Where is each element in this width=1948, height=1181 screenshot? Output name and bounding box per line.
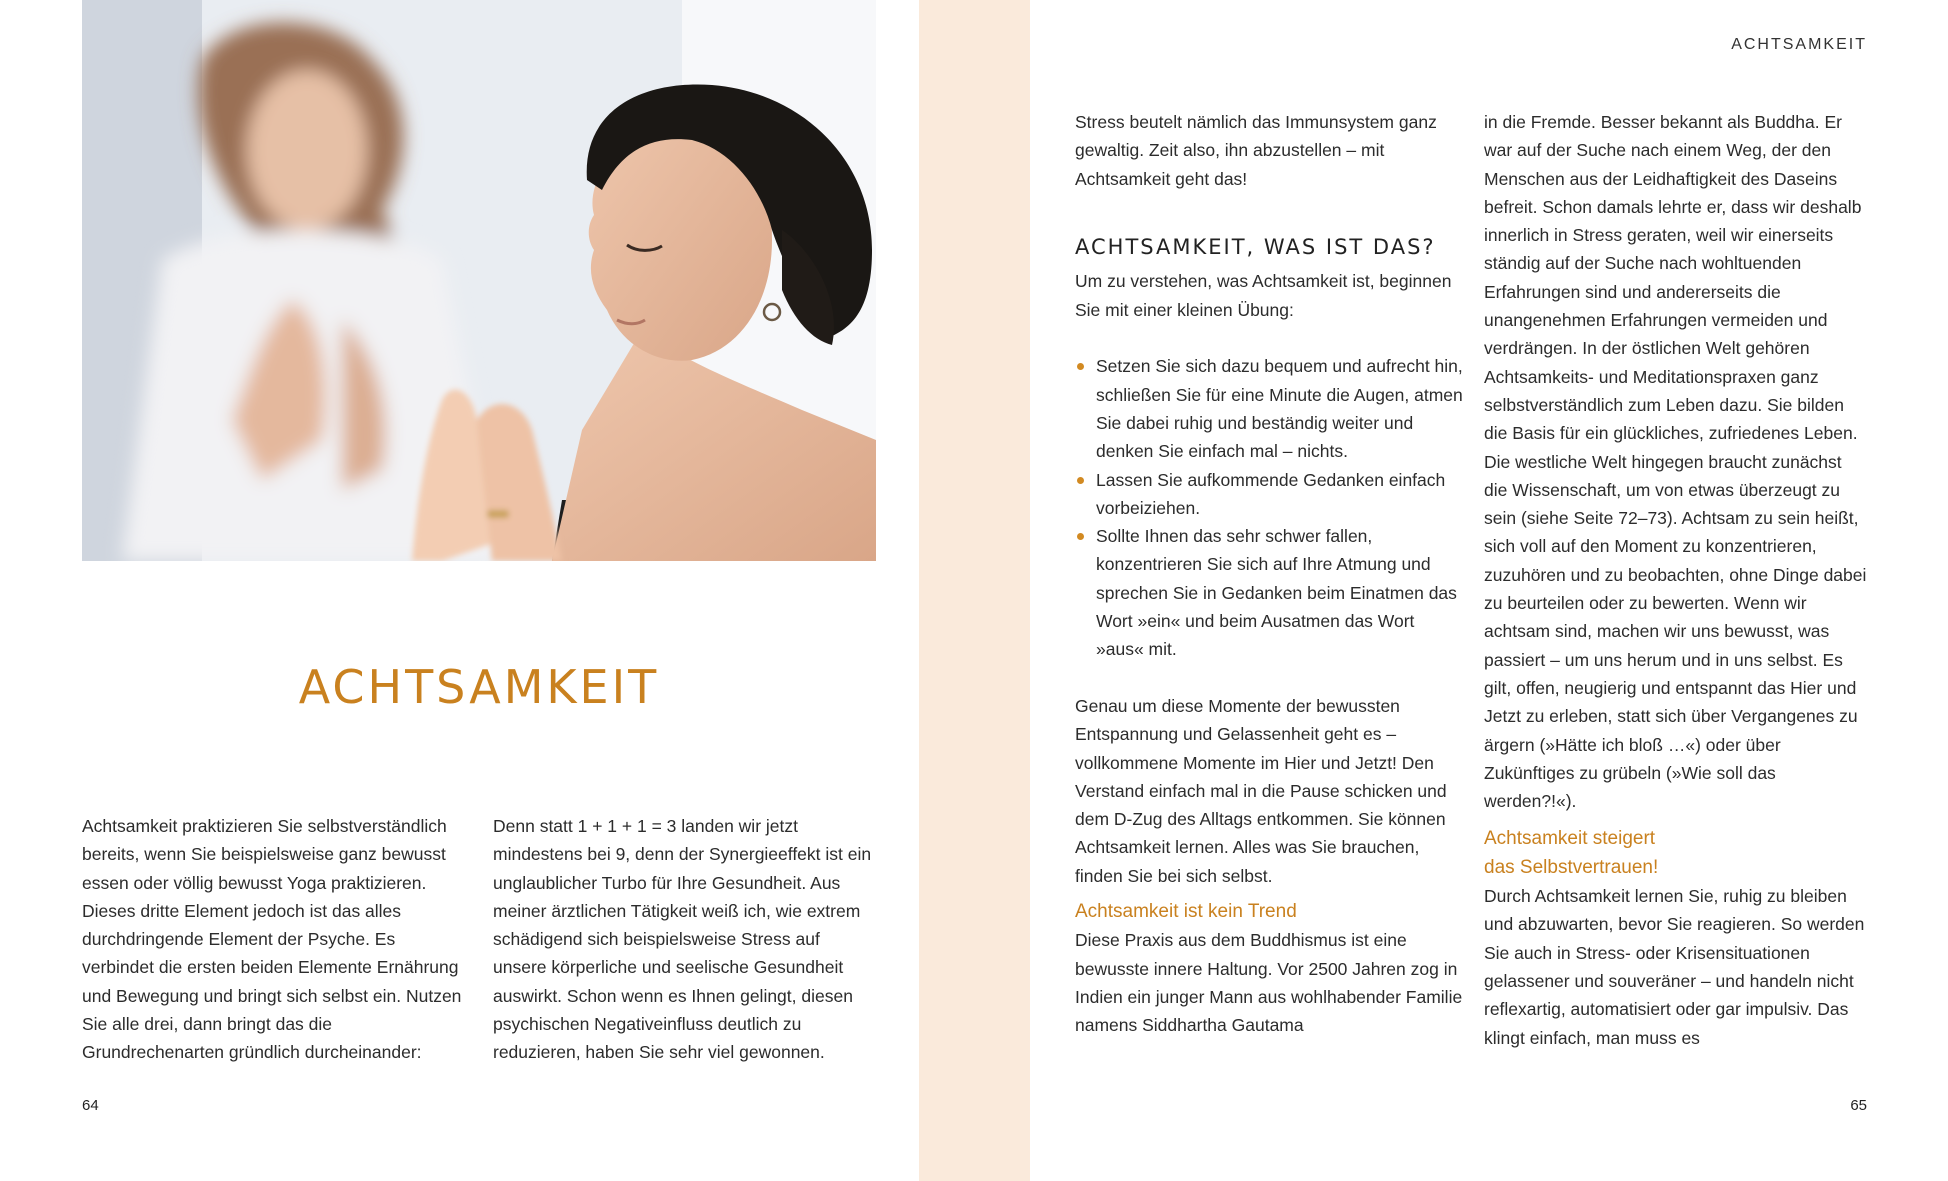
paragraph: Diese Praxis aus dem Buddhismus ist eine bewusste innere Haltung. Vor 2500 Jahren zog in Indien ein junger Mann aus wohlhabender Familie namens Siddhartha Gautama (1075, 930, 1463, 1036)
yoga-meditation-photo (82, 0, 876, 561)
subheading-line-1: Achtsamkeit steigert (1484, 828, 1656, 850)
page-number-right: 65 (1850, 1097, 1867, 1114)
list-item: Sollte Ihnen das sehr schwer fallen, konzentrieren Sie sich auf Ihre Atmung und sprechen Sie in Gedanken beim Einatmen das Wort »ein« und beim Ausatmen das Wort »aus« mit. (1075, 522, 1463, 663)
right-page-column-1 (1075, 108, 1463, 1040)
paragraph: Stress beutelt nämlich das Immunsystem ganz gewaltig. Zeit also, ihn abzustellen – mit Achtsamkeit geht das! (1075, 112, 1437, 189)
chapter-title: ACHTSAMKEIT (298, 660, 660, 714)
paragraph: Achtsamkeit praktizieren Sie selbstverständlich bereits, wenn Sie beispielsweise ganz bewusst essen oder völlig bewusst Yoga praktizieren. Dieses dritte Element jedoch ist das alles durchdringende Element der Psyche. Es verbindet die ersten beiden Elemente Ernährung und Bewegung und bringt sich selbst ein. Nutzen Sie alle drei, dann bringt das die Grundrechenarten gründlich durcheinander: (82, 816, 462, 1063)
paragraph: Um zu verstehen, was Achtsamkeit ist, beginnen Sie mit einer kleinen Übung: (1075, 271, 1452, 320)
right-page-column-2 (1484, 108, 1868, 1052)
paragraph: in die Fremde. Besser bekannt als Buddha. Er war auf der Suche nach einem Weg, der den Menschen aus der Leidhaftigkeit des Daseins befreit. Schon damals lehrte er, dass wir deshalb innerlich in Stress geraten, weil wir einerseits ständig auf der Suche nach wohltuenden Erfahrungen sind und andererseits die unangenehmen Erfahrungen vermeiden und verdrängen. In der östlichen Welt gehören Achtsamkeits- und Meditationspraxen ganz selbstverständlich zum Leben dazu. Sie bilden die Basis für ein glückliches, zufriedenes Leben. Die westliche Welt hingegen braucht zunächst die Wissenschaft, um von etwas überzeugt zu sein (siehe Seite 72–73). Achtsam zu sein heißt, sich voll auf den Moment zu konzentrieren, zuzuhören und zu beobachten, ohne Dinge dabei zu beurteilen oder zu bewerten. Wenn wir achtsam sind, machen wir uns bewusst, was passiert – um uns herum und in uns selbst. Es gilt, offen, neugierig und entspannt das Hier und Jetzt zu erleben, statt sich über Vergangenes zu ärgern (»Hätte ich bloß …«) oder über Zukünftiges zu grübeln (»Wie soll das werden?!«). (1484, 112, 1867, 812)
paragraph: Durch Achtsamkeit lernen Sie, ruhig zu bleiben und abzuwarten, bevor Sie reagieren. So werden Sie auch in Stress- oder Krisensituationen gelassener und souveräner – und handeln nicht reflexartig, automatisiert oder gar impulsiv. Das klingt einfach, man muss es (1484, 886, 1865, 1048)
paragraph: Genau um diese Momente der bewussten Entspannung und Gelassenheit geht es – vollkommene Momente im Hier und Jetzt! Den Verstand einfach mal in die Pause schicken und dem D-Zug des Alltags entkommen. Sie können Achtsamkeit lernen. Alles was Sie brauchen, finden Sie bei sich selbst. (1075, 695, 1447, 886)
list-item: Lassen Sie aufkommende Gedanken einfach vorbeiziehen. (1075, 466, 1463, 523)
subheading: Achtsamkeit ist kein Trend (1075, 901, 1297, 923)
left-page-column-2 (493, 812, 876, 1067)
paragraph: Denn statt 1 + 1 + 1 = 3 landen wir jetzt mindestens bei 9, denn der Synergieeffekt ist ein unglaublicher Turbo für Ihre Gesundheit. Aus meiner ärztlichen Tätigkeit weiß ich, wie extrem schädigend sich beispielsweise Stress auf unsere körperliche und seelische Gesundheit auswirkt. Schon wenn es Ihnen gelingt, diesen psychischen Negativeinfluss deutlich zu reduzieren, haben Sie sehr viel gewonnen. (493, 816, 872, 1063)
running-header: ACHTSAMKEIT (1731, 36, 1867, 53)
bullet-list (1075, 352, 1463, 663)
section-heading: ACHTSAMKEIT, WAS IST DAS? (1075, 235, 1436, 260)
page-number-left: 64 (82, 1097, 99, 1114)
left-page-column-1 (82, 812, 464, 1067)
gutter-stripe (919, 0, 1030, 1181)
subheading-line-2: das Selbstvertrauen! (1484, 856, 1659, 878)
list-item: Setzen Sie sich dazu bequem und aufrecht hin, schließen Sie für eine Minute die Augen, atmen Sie dabei ruhig und beständig weiter und denken Sie einfach mal – nichts. (1075, 352, 1463, 465)
